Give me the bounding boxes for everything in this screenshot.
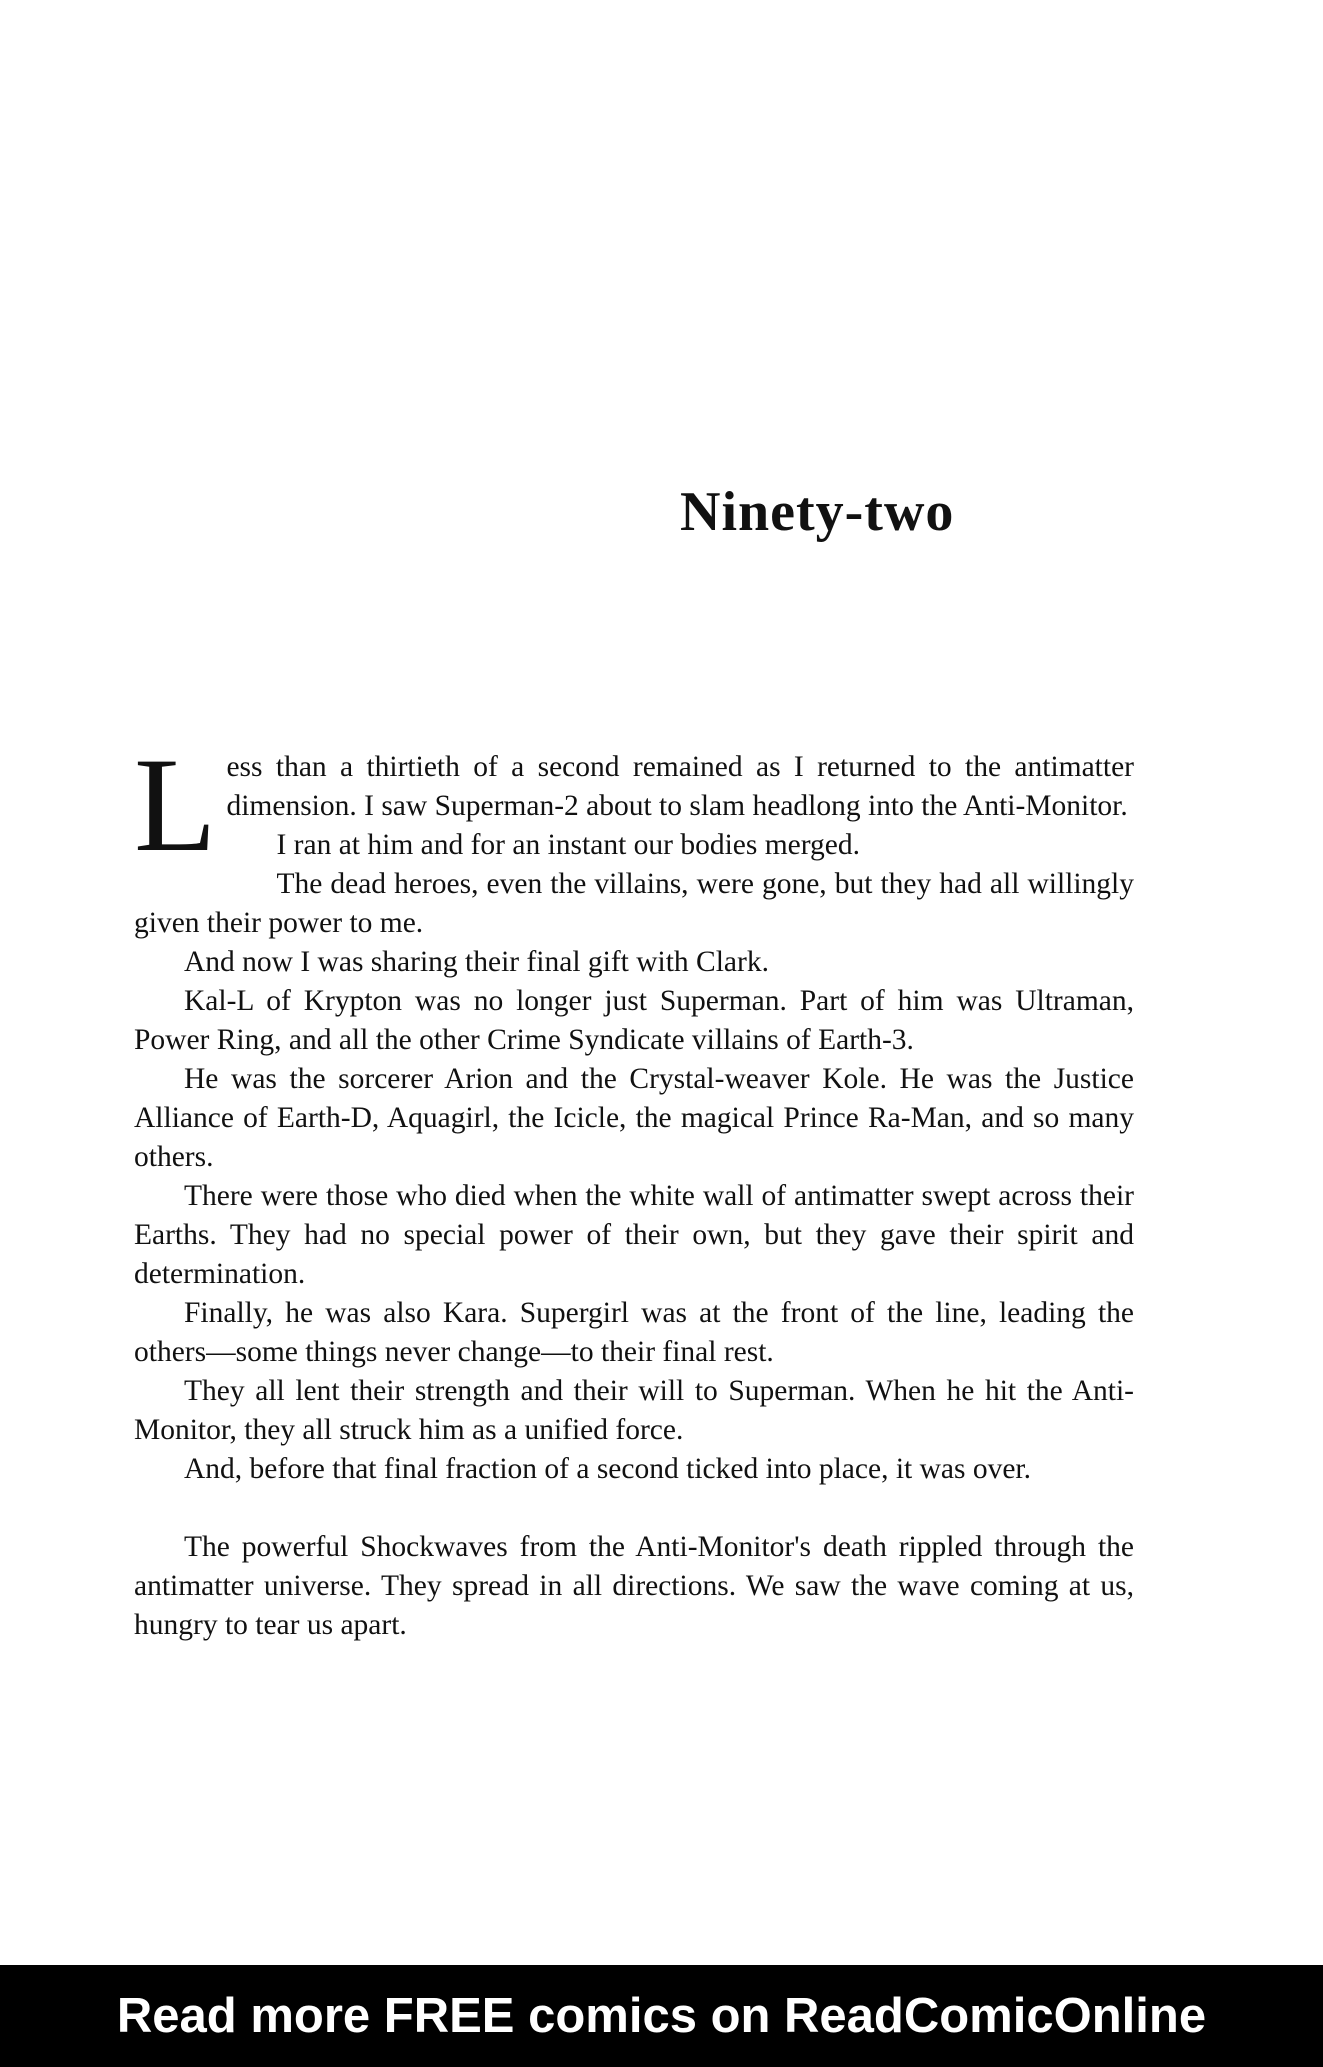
chapter-title: Ninety-two [680,481,955,543]
promo-banner[interactable] [0,1965,1323,2067]
scene-break [134,1489,1134,1528]
paragraph: He was the sorcerer Arion and the Crystal-weaver Kole. He was the Justice Alliance of Earth-D, Aquagirl, the Icicle, the magical Prince Ra-Man, and so many others. [134,1063,1134,1173]
chapter-body [134,731,1134,1645]
paragraph: Finally, he was also Kara. Supergirl was at the front of the line, leading the others—some things never change—to their final rest. [134,1297,1134,1368]
paragraph-after-break: The powerful Shockwaves from the Anti-Monitor's death rippled through the antimatter universe. They spread in all directions. We saw the wave coming at us, hungry to tear us apart. [134,1531,1134,1641]
opening-paragraph-text: ess than a thirtieth of a second remained as I returned to the antimatter dimension. I saw Superman-2 about to slam headlong into the Anti-Monitor. [226,751,1134,822]
paragraph: Kal-L of Krypton was no longer just Superman. Part of him was Ultraman, Power Ring, and all the other Crime Syndicate villains of Earth-3. [134,985,1134,1056]
paragraph: The dead heroes, even the villains, were gone, but they had all willingly given their power to me. [134,868,1134,939]
paragraph: I ran at him and for an instant our bodies merged. [276,829,861,861]
paragraph: And now I was sharing their final gift with Clark. [184,946,769,978]
paragraph: And, before that final fraction of a second ticked into place, it was over. [184,1453,1032,1485]
drop-cap: L [134,731,217,880]
paragraph: There were those who died when the white wall of antimatter swept across their Earths. They had no special power of their own, but they gave their spirit and determination. [134,1180,1134,1290]
paragraph: They all lent their strength and their will to Superman. When he hit the Anti-Monitor, they all struck him as a unified force. [134,1375,1134,1446]
promo-banner-text[interactable]: Read more FREE comics on ReadComicOnline [116,1989,1207,2043]
